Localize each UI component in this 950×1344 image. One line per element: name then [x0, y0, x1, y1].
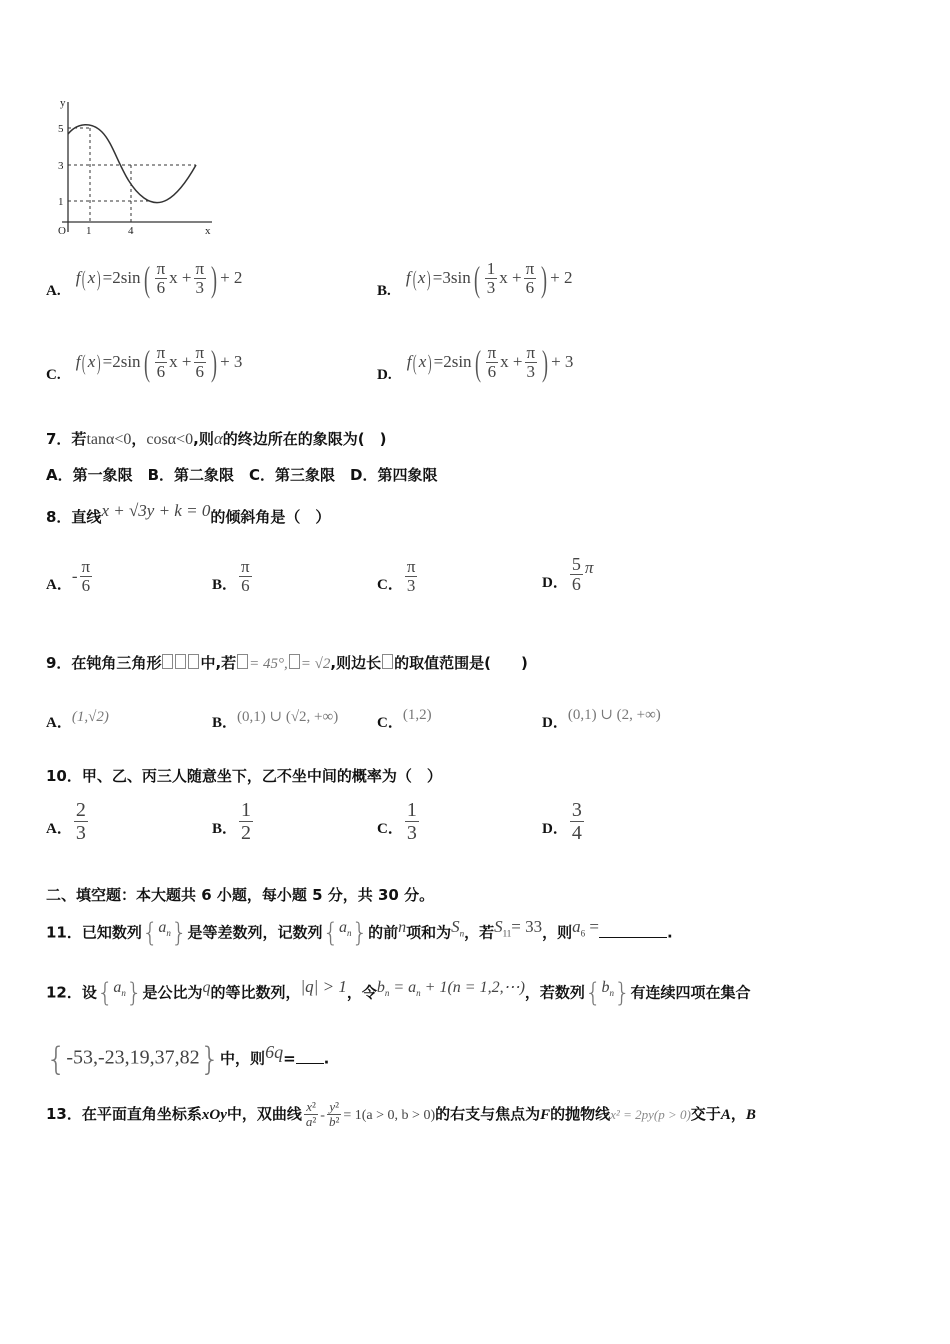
q13-stem: 13．在平面直角坐标系xOy中，双曲线 $\frac{\text{x²}}{\text{a²}}$ - $\frac{\text{y²}}{\text{b²}}$ = 1(a > 0, b > 0)的右支与焦点为F的抛物线x² = 2py(p > 0)交于A，B: [46, 1099, 756, 1129]
q6-option-b[interactable]: B. f( x) =3sin( $\frac{1}{3}$ x + $\frac{\pi}{6}$ ) + 2: [377, 259, 573, 299]
q6-option-a[interactable]: A. f( x) =2sin( $\frac{\pi}{6}$ x + $\frac{\pi}{3}$ ) + 2: [46, 259, 243, 299]
q10-option-d[interactable]: D． $\frac{3}{4}$: [542, 799, 582, 844]
q11-answer-blank[interactable]: [599, 923, 667, 938]
function-graph: [40, 92, 220, 242]
q10-stem: 10．甲、乙、丙三人随意坐下，乙不坐中间的概率为（ ）: [46, 767, 442, 785]
sine-curve: [68, 125, 196, 203]
q9-option-d[interactable]: D．(0,1) ∪ (2, +∞): [542, 707, 661, 731]
q10-option-c[interactable]: C． $\frac{1}{3}$: [377, 799, 417, 844]
q6-option-c[interactable]: C. f( x) =2sin( $\frac{\pi}{6}$ x + $\frac{\pi}{6}$ ) + 3: [46, 343, 243, 383]
q8-stem: 8．直线x + √3y + k = 0的倾斜角是（ ）: [46, 501, 331, 526]
q8-option-c[interactable]: C． $\frac{\pi}{3}$: [377, 557, 416, 595]
q9-option-c[interactable]: C．(1,2): [377, 707, 432, 731]
q9-option-b[interactable]: B．(0,1) ∪ (√2, +∞): [212, 709, 339, 731]
q7-stem: 7．若tanα<0，cosα<0,则α的终边所在的象限为( ): [46, 429, 387, 448]
y-tick-1: 1: [58, 196, 64, 208]
q7-options[interactable]: A．第一象限 B．第二象限 C．第三象限 D．第四象限: [46, 466, 438, 484]
q8-option-b[interactable]: B． $\frac{\pi}{6}$: [212, 557, 250, 595]
x-tick-1: 1: [86, 225, 92, 237]
q11-stem: 11．已知数列$\{a_n\}$是等差数列，记数列$\{a_n\}$的前n项和为$S_n$，若$S_{11}= 33$，则$a_6$ = .: [46, 916, 673, 948]
y-axis-label: y: [60, 97, 66, 109]
q9-option-a[interactable]: A．(1,√2): [46, 709, 109, 731]
q12-stem: 12．设$\{a_n\}$是公比为q的等比数列，|q| > 1，令$b_n = a_n + 1(n$ = 1,2,⋯)，若数列$\{b_n\}$有连续四项在集合: [46, 976, 751, 1008]
q12-answer-blank[interactable]: [296, 1049, 324, 1064]
q8-option-a[interactable]: A．- $\frac{\pi}{6}$: [46, 557, 91, 595]
q8-option-d[interactable]: D． $\frac{5}{6}$ π: [542, 554, 594, 594]
q10-option-b[interactable]: B． $\frac{1}{2}$: [212, 799, 252, 844]
y-tick-3: 3: [58, 160, 64, 172]
y-tick-5: 5: [58, 123, 64, 135]
q10-option-a[interactable]: A． $\frac{2}{3}$: [46, 799, 86, 844]
q12-stem-cont: {-53,-23,19,37,82}中，则6q= .: [46, 1040, 330, 1078]
x-axis-label: x: [205, 225, 211, 237]
origin-label: O: [58, 225, 66, 237]
q9-stem: 9．在钝角三角形 中,若 = 45°, = √2,则边长 的取值范围是( ): [46, 654, 528, 672]
x-tick-4: 4: [128, 225, 134, 237]
section-heading: 二、填空题：本大题共 6 小题，每小题 5 分，共 30 分。: [46, 886, 435, 904]
q6-option-d[interactable]: D. f( x) =2sin( $\frac{\pi}{6}$ x + $\frac{\pi}{3}$ ) + 3: [377, 343, 574, 383]
